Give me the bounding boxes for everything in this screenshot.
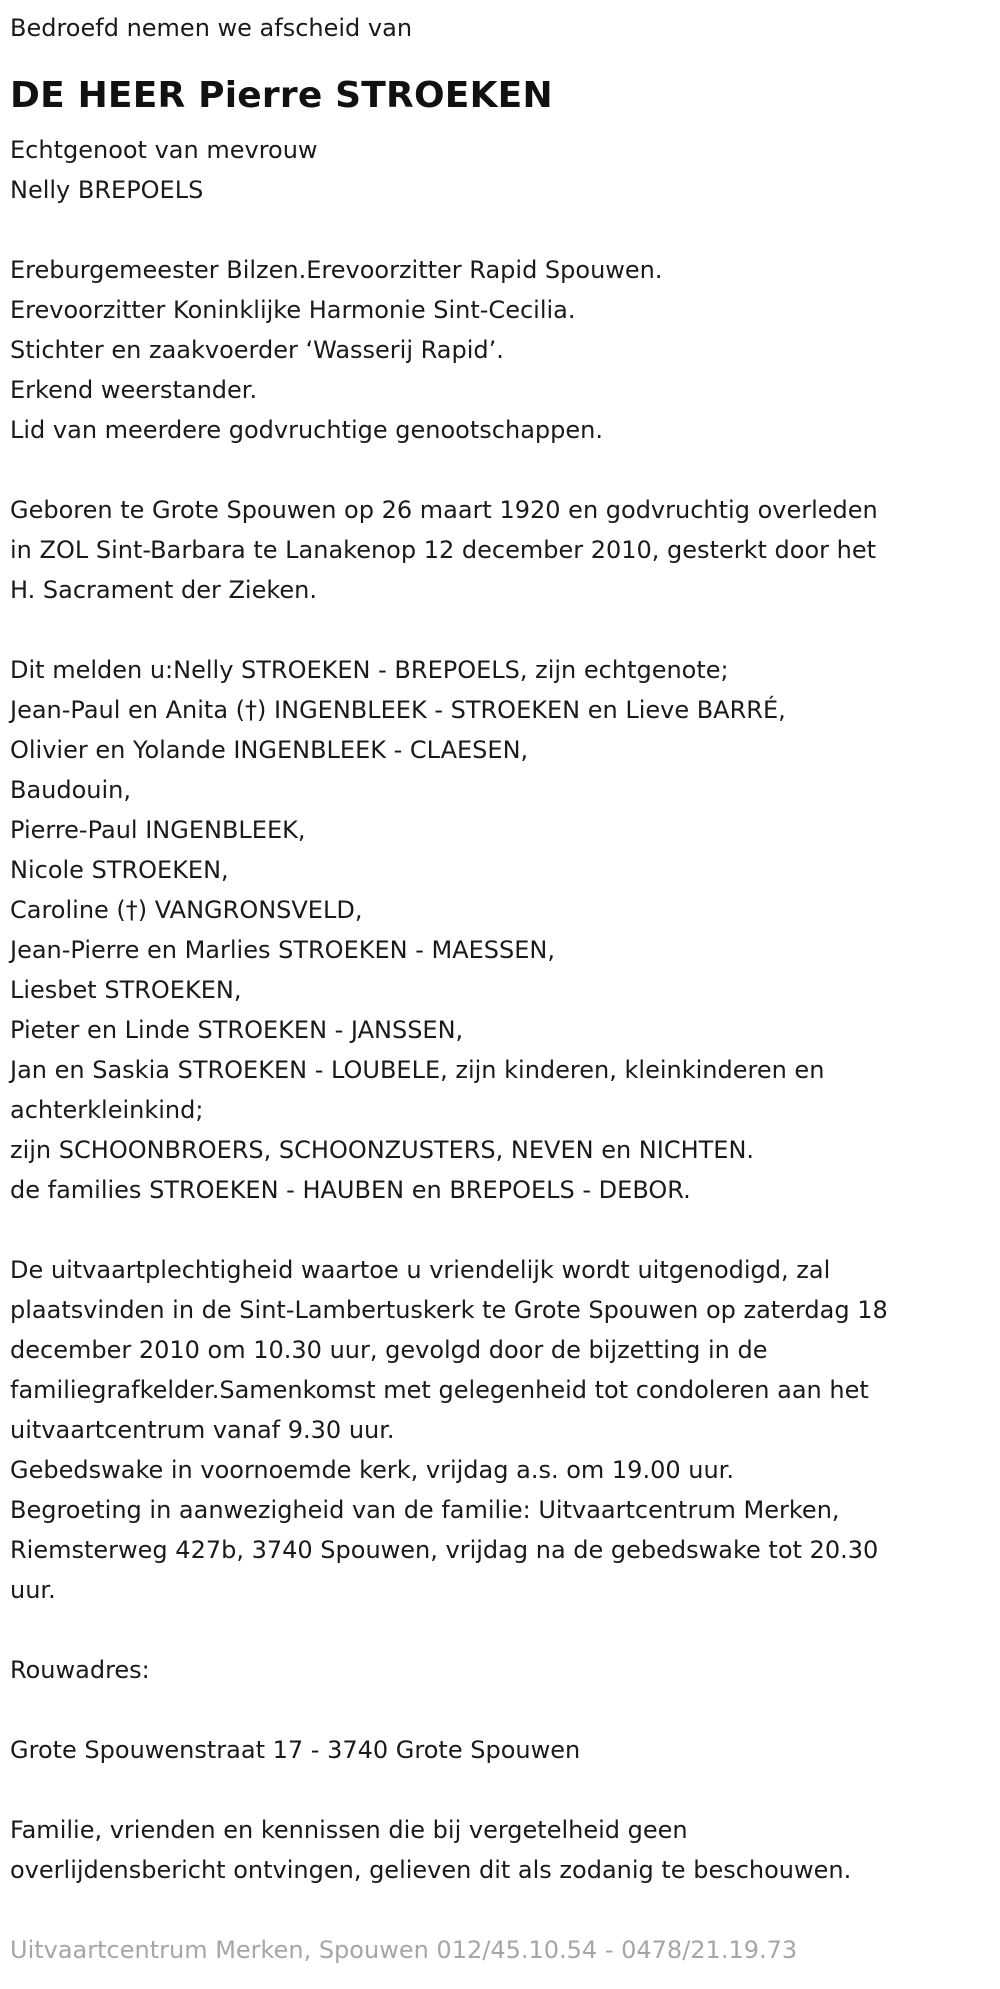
- closing-block: [10, 1810, 990, 1890]
- paragraph-gap: [10, 1690, 990, 1730]
- birth-death-line: H. Sacrament der Zieken.: [10, 576, 318, 604]
- title-line: Lid van meerdere godvruchtige genootschappen.: [10, 416, 603, 444]
- family-line: Nicole STROEKEN,: [10, 856, 229, 884]
- family-line: de families STROEKEN - HAUBEN en BREPOELS - DEBOR.: [10, 1176, 691, 1204]
- ceremony-line: december 2010 om 10.30 uur, gevolgd door de bijzetting in de: [10, 1336, 768, 1364]
- obituary-notice: [10, 8, 990, 1890]
- ceremony-block: [10, 1250, 990, 1610]
- family-line: Baudouin,: [10, 776, 132, 804]
- ceremony-line: familiegrafkelder.Samenkomst met gelegenheid tot condoleren aan het: [10, 1376, 869, 1404]
- family-line: Pieter en Linde STROEKEN - JANSSEN,: [10, 1016, 464, 1044]
- closing-line: overlijdensbericht ontvingen, gelieven dit als zodanig te beschouwen.: [10, 1856, 852, 1884]
- title-line: Erkend weerstander.: [10, 376, 258, 404]
- birth-death-block: [10, 490, 990, 610]
- family-line: zijn SCHOONBROERS, SCHOONZUSTERS, NEVEN en NICHTEN.: [10, 1136, 755, 1164]
- closing-line: Familie, vrienden en kennissen die bij vergetelheid geen: [10, 1816, 688, 1844]
- birth-death-line: Geboren te Grote Spouwen op 26 maart 1920 en godvruchtig overleden: [10, 496, 878, 524]
- titles-block: [10, 250, 990, 450]
- intro-text: Bedroefd nemen we afscheid van: [10, 14, 413, 42]
- title-line: Stichter en zaakvoerder ‘Wasserij Rapid’.: [10, 336, 504, 364]
- family-block: [10, 650, 990, 1210]
- paragraph-gap: [10, 1210, 990, 1250]
- spouse-block: [10, 130, 990, 210]
- paragraph-gap: [10, 1610, 990, 1650]
- family-line: Caroline (†) VANGRONSVELD,: [10, 896, 363, 924]
- address-label: Rouwadres:: [10, 1656, 150, 1684]
- paragraph-gap: [10, 450, 990, 490]
- family-line: Liesbet STROEKEN,: [10, 976, 242, 1004]
- family-line: Jan en Saskia STROEKEN - LOUBELE, zijn kinderen, kleinkinderen en: [10, 1056, 825, 1084]
- ceremony-line: Gebedswake in voornoemde kerk, vrijdag a.s. om 19.00 uur.: [10, 1456, 734, 1484]
- address-value: Grote Spouwenstraat 17 - 3740 Grote Spouwen: [10, 1736, 581, 1764]
- title-line: Ereburgemeester Bilzen.Erevoorzitter Rapid Spouwen.: [10, 256, 663, 284]
- family-line: Jean-Paul en Anita (†) INGENBLEEK - STROEKEN en Lieve BARRÉ,: [10, 696, 786, 724]
- family-line: Olivier en Yolande INGENBLEEK - CLAESEN,: [10, 736, 529, 764]
- family-line: Dit melden u:Nelly STROEKEN - BREPOELS, zijn echtgenote;: [10, 656, 729, 684]
- paragraph-gap: [10, 210, 990, 250]
- ceremony-line: uur.: [10, 1576, 56, 1604]
- family-line: Pierre-Paul INGENBLEEK,: [10, 816, 306, 844]
- title-line: Erevoorzitter Koninklijke Harmonie Sint-Cecilia.: [10, 296, 576, 324]
- family-line: Jean-Pierre en Marlies STROEKEN - MAESSEN,: [10, 936, 556, 964]
- ceremony-line: De uitvaartplechtigheid waartoe u vriendelijk wordt uitgenodigd, zal: [10, 1256, 831, 1284]
- deceased-name: DE HEER Pierre STROEKEN: [10, 75, 553, 116]
- ceremony-line: plaatsvinden in de Sint-Lambertuskerk te Grote Spouwen op zaterdag 18: [10, 1296, 888, 1324]
- spouse-line: Nelly BREPOELS: [10, 176, 204, 204]
- undertaker-footer: Uitvaartcentrum Merken, Spouwen 012/45.10.54 - 0478/21.19.73: [10, 1936, 798, 1964]
- paragraph-gap: [10, 610, 990, 650]
- birth-death-line: in ZOL Sint-Barbara te Lanakenop 12 december 2010, gesterkt door het: [10, 536, 877, 564]
- ceremony-line: Begroeting in aanwezigheid van de familie: Uitvaartcentrum Merken,: [10, 1496, 840, 1524]
- spouse-line: Echtgenoot van mevrouw: [10, 136, 318, 164]
- paragraph-gap: [10, 1770, 990, 1810]
- ceremony-line: uitvaartcentrum vanaf 9.30 uur.: [10, 1416, 395, 1444]
- ceremony-line: Riemsterweg 427b, 3740 Spouwen, vrijdag na de gebedswake tot 20.30: [10, 1536, 879, 1564]
- family-line: achterkleinkind;: [10, 1096, 204, 1124]
